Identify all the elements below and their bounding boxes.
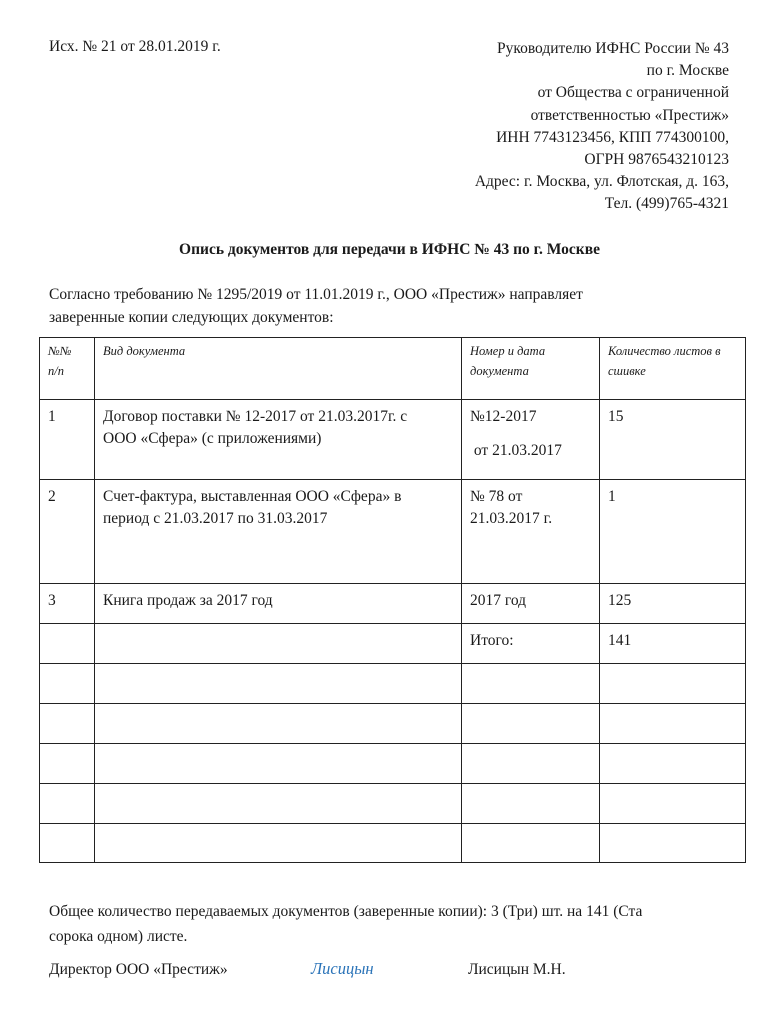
header-number-line: п/п — [48, 364, 64, 378]
cell-number: 3 — [40, 584, 95, 624]
cell-document-type — [95, 480, 462, 584]
intro-line: Согласно требованию № 1295/2019 от 11.01.2019 г., ООО «Престиж» направляет — [49, 286, 583, 303]
cell-number-date-line: №12-2017 — [470, 408, 537, 425]
cell-number-date-line — [470, 830, 591, 842]
addressee-line: ИНН 7743123456, КПП 774300100, — [496, 128, 729, 146]
addressee-line: ОГРН 9876543210123 — [584, 151, 729, 169]
cell-document-type-line: Договор поставки № 12-2017 от 21.03.2017г. с — [103, 408, 408, 425]
cell-number-date — [462, 744, 600, 784]
outgoing-reference: Исх. № 21 от 28.01.2019 г. — [49, 38, 221, 55]
signatory-name: Лисицын М.Н. — [468, 961, 566, 978]
table-row — [40, 704, 746, 744]
cell-number-date — [462, 784, 600, 824]
header-ref-line: документа — [470, 364, 529, 378]
cell-number-date — [462, 624, 600, 664]
inventory-table — [39, 337, 746, 863]
cell-number-date-line: 21.03.2017 г. — [470, 510, 553, 527]
summary-paragraph — [49, 899, 642, 949]
cell-sheet-count: 141 — [600, 624, 746, 664]
intro-paragraph — [49, 283, 583, 329]
header-number-line: №№ — [48, 344, 72, 358]
cell-sheet-count: 125 — [600, 584, 746, 624]
table-row — [40, 400, 746, 480]
header-sheets-line: Количество листов в — [608, 344, 721, 358]
cell-sheet-count — [600, 664, 746, 704]
intro-line: заверенные копии следующих документов: — [49, 309, 334, 326]
cell-number-date-line: № 78 от — [470, 488, 523, 505]
cell-document-type — [95, 400, 462, 480]
cell-sheet-count: 1 — [600, 480, 746, 584]
table-row — [40, 584, 746, 624]
cell-document-type — [95, 624, 462, 664]
cell-document-type-line: Книга продаж за 2017 год — [103, 592, 273, 609]
cell-number-date — [462, 480, 600, 584]
cell-document-type-line: период с 21.03.2017 по 31.03.2017 — [103, 510, 328, 527]
addressee-line: Тел. (499)765-4321 — [604, 195, 729, 213]
header-sheets-line: сшивке — [608, 364, 646, 378]
cell-document-type — [95, 824, 462, 863]
cell-sheet-count — [600, 744, 746, 784]
addressee-line: по г. Москве — [646, 62, 729, 80]
table-row — [40, 624, 746, 664]
addressee-line: Адрес: г. Москва, ул. Флотская, д. 163, — [474, 173, 729, 191]
cell-number-date-line — [470, 790, 591, 802]
addressee-block — [475, 38, 729, 216]
handwritten-signature: Лисицын — [311, 959, 374, 978]
cell-number — [40, 784, 95, 824]
signatory-role: Директор ООО «Престиж» — [49, 961, 228, 978]
cell-number-date-line — [470, 750, 591, 762]
cell-number — [40, 744, 95, 784]
document-title: Опись документов для передачи в ИФНС № 43 по г. Москве — [179, 241, 600, 258]
summary-line: Общее количество передаваемых документов (заверенные копии): 3 (Три) шт. на 141 (Ста — [49, 903, 643, 920]
header-document-type — [95, 338, 462, 400]
header-ref-line: Номер и дата — [470, 344, 546, 358]
summary-line: сорока одном) листе. — [49, 928, 188, 945]
cell-number-date-line: 2017 год — [470, 592, 527, 609]
cell-document-type — [95, 584, 462, 624]
addressee-line: ответственностью «Престиж» — [530, 106, 729, 124]
header-type-text: Вид документа — [103, 344, 186, 358]
cell-sheet-count — [600, 824, 746, 863]
table-body — [40, 400, 746, 863]
cell-sheet-count: 15 — [600, 400, 746, 480]
cell-number-date — [462, 704, 600, 744]
cell-document-type-line: Счет-фактура, выставленная ООО «Сфера» в — [103, 488, 402, 505]
cell-sheet-count — [600, 704, 746, 744]
header-number — [40, 338, 95, 400]
cell-number — [40, 664, 95, 704]
table-row — [40, 480, 746, 584]
cell-number: 1 — [40, 400, 95, 480]
cell-document-type-line: ООО «Сфера» (с приложениями) — [103, 430, 322, 447]
cell-number-date — [462, 584, 600, 624]
table-row — [40, 664, 746, 704]
cell-document-type — [95, 784, 462, 824]
cell-document-type — [95, 744, 462, 784]
cell-number-date-line — [470, 670, 591, 682]
cell-number — [40, 824, 95, 863]
cell-number-date — [462, 400, 600, 480]
cell-number-date-line — [470, 710, 591, 722]
cell-number — [40, 624, 95, 664]
cell-number-date-line: Итого: — [470, 632, 514, 649]
table-row — [40, 784, 746, 824]
cell-document-type — [95, 704, 462, 744]
addressee-line: Руководителю ИФНС России № 43 — [496, 40, 729, 57]
table-header-row — [40, 338, 746, 400]
table-row — [40, 744, 746, 784]
cell-number: 2 — [40, 480, 95, 584]
header-number-date — [462, 338, 600, 400]
cell-document-type — [95, 664, 462, 704]
cell-number — [40, 704, 95, 744]
cell-number-date-line: от 21.03.2017 — [470, 442, 562, 459]
header-sheet-count — [600, 338, 746, 400]
cell-number-date — [462, 824, 600, 863]
cell-number-date — [462, 664, 600, 704]
table-row — [40, 824, 746, 863]
cell-number-date-line — [470, 428, 591, 440]
cell-sheet-count — [600, 784, 746, 824]
addressee-line: от Общества с ограниченной — [537, 84, 729, 102]
